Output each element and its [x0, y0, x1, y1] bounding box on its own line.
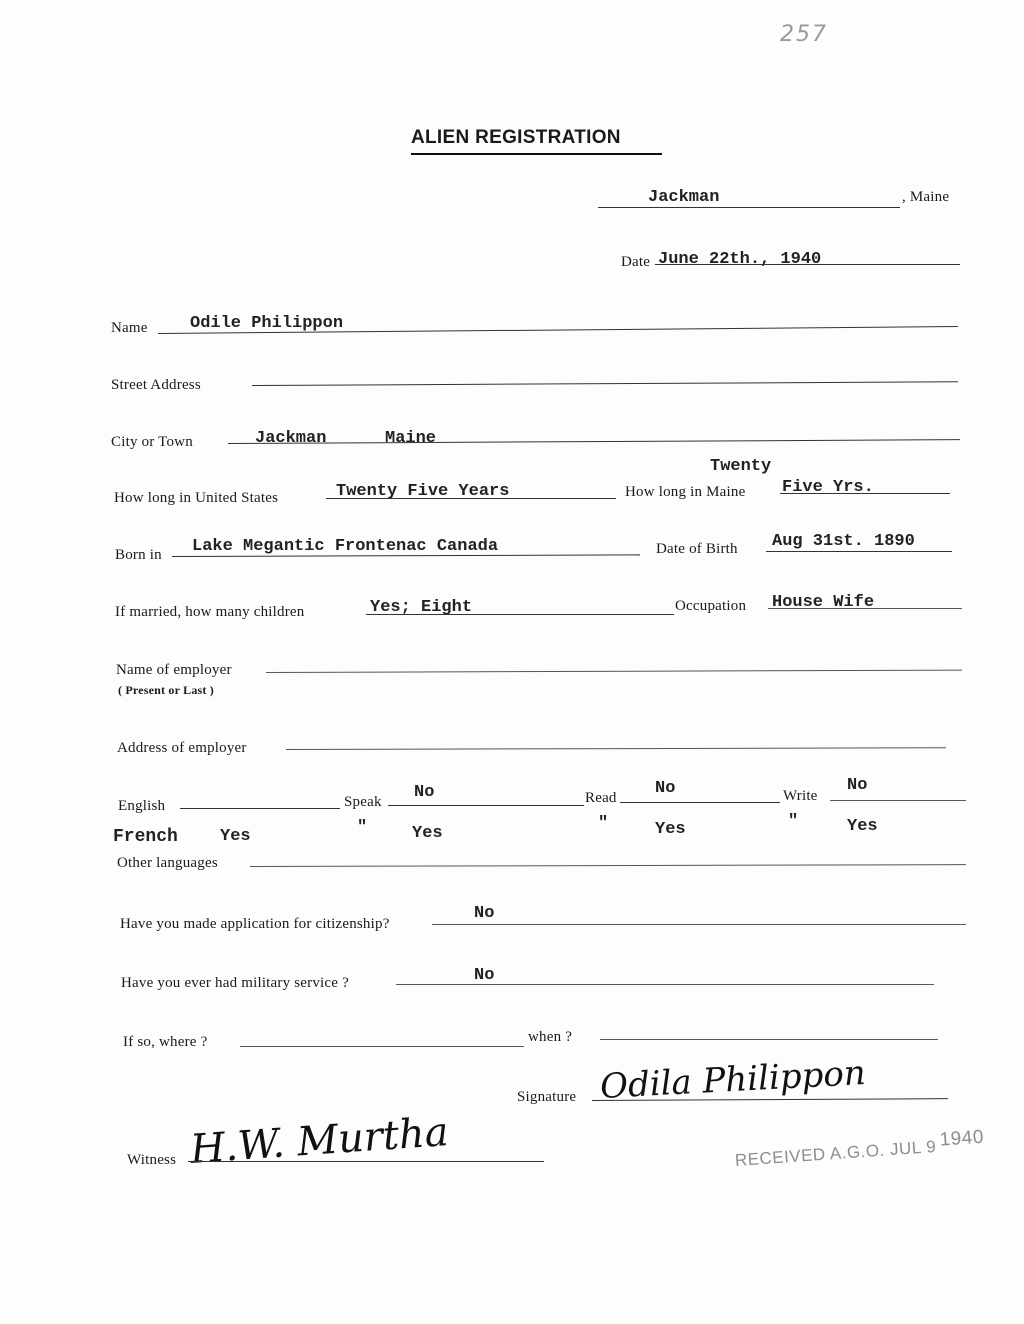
children-line: [366, 614, 674, 615]
when-line: [600, 1039, 938, 1040]
us-duration-line: [326, 498, 616, 499]
french-read-value: Yes: [655, 820, 686, 839]
witness-line: [188, 1161, 544, 1162]
french-value: Yes: [220, 827, 251, 846]
english-write-value: No: [847, 776, 868, 795]
maine-duration-label: How long in Maine: [625, 484, 746, 500]
employer-address-line: [286, 747, 946, 750]
english-label: English: [118, 798, 166, 814]
french-speak-ditto: ": [357, 818, 368, 837]
military-label: Have you ever had military service ?: [121, 975, 349, 991]
occupation-line: [768, 608, 962, 609]
when-label: when ?: [528, 1029, 573, 1045]
read-line: [620, 802, 780, 803]
english-read-value: No: [655, 779, 676, 798]
military-value: No: [474, 966, 495, 985]
us-duration-label: How long in United States: [114, 490, 279, 506]
french-read-ditto: ": [598, 814, 609, 833]
french-label: French: [113, 827, 178, 847]
citizenship-label: Have you made application for citizenship?: [120, 916, 390, 932]
employer-sublabel: ( Present or Last ): [118, 683, 215, 697]
witness-handwriting: H.W. Murtha: [188, 1109, 450, 1173]
french-write-ditto: ": [788, 812, 799, 831]
children-value: Yes; Eight: [370, 598, 473, 617]
speak-label: Speak: [344, 794, 382, 810]
received-stamp: [734, 1126, 985, 1172]
name-label: Name: [111, 320, 148, 336]
document-title: ALIEN REGISTRATION: [411, 127, 621, 148]
read-label: Read: [585, 790, 617, 806]
other-languages-label: Other languages: [117, 855, 218, 871]
place-value: Jackman: [648, 188, 720, 207]
street-line: [252, 381, 958, 386]
citizenship-line: [432, 924, 966, 925]
received-stamp-text: RECEIVED A.G.O. JUL 9: [734, 1136, 937, 1170]
corner-number-mark: 257: [780, 22, 828, 47]
place-line: [598, 207, 900, 208]
maine-duration-value: Five Yrs.: [782, 478, 874, 497]
title-underline: [411, 153, 662, 155]
maine-duration-line: [780, 493, 950, 494]
name-value: Odile Philippon: [190, 314, 344, 333]
us-duration-value: Twenty Five Years: [336, 482, 510, 501]
military-line: [396, 984, 934, 985]
city-line: [228, 439, 960, 444]
speak-line: [388, 805, 584, 806]
city-label: City or Town: [111, 434, 193, 450]
witness-label: Witness: [127, 1152, 177, 1168]
dob-line: [766, 551, 952, 552]
signature-label: Signature: [517, 1089, 577, 1105]
born-label: Born in: [115, 547, 162, 563]
maine-duration-value-top: Twenty: [710, 457, 772, 476]
occupation-value: House Wife: [772, 593, 875, 612]
where-label: If so, where ?: [123, 1034, 208, 1050]
other-languages-line: [250, 864, 966, 867]
city-value: Jackman: [255, 429, 327, 448]
citizenship-value: No: [474, 904, 495, 923]
write-line: [830, 800, 966, 801]
date-value: June 22th., 1940: [658, 250, 822, 269]
street-label: Street Address: [111, 377, 201, 393]
english-speak-value: No: [414, 783, 435, 802]
signature-handwriting: Odila Philippon: [599, 1053, 867, 1107]
french-speak-value: Yes: [412, 824, 443, 843]
where-line: [240, 1046, 524, 1047]
employer-address-label: Address of employer: [117, 740, 247, 756]
date-line: [655, 264, 960, 265]
children-label: If married, how many children: [115, 604, 305, 620]
occupation-label: Occupation: [675, 598, 747, 614]
french-write-value: Yes: [847, 817, 878, 836]
city-state-value: Maine: [385, 429, 437, 448]
received-stamp-year: 1940: [938, 1126, 985, 1151]
dob-label: Date of Birth: [656, 541, 738, 557]
dob-value: Aug 31st. 1890: [772, 532, 915, 551]
write-label: Write: [783, 788, 818, 804]
employer-label: Name of employer: [116, 662, 232, 678]
english-line: [180, 808, 340, 809]
born-value: Lake Megantic Frontenac Canada: [192, 537, 499, 556]
place-suffix: , Maine: [902, 189, 950, 205]
date-label: Date: [621, 254, 651, 270]
employer-line: [266, 670, 962, 673]
